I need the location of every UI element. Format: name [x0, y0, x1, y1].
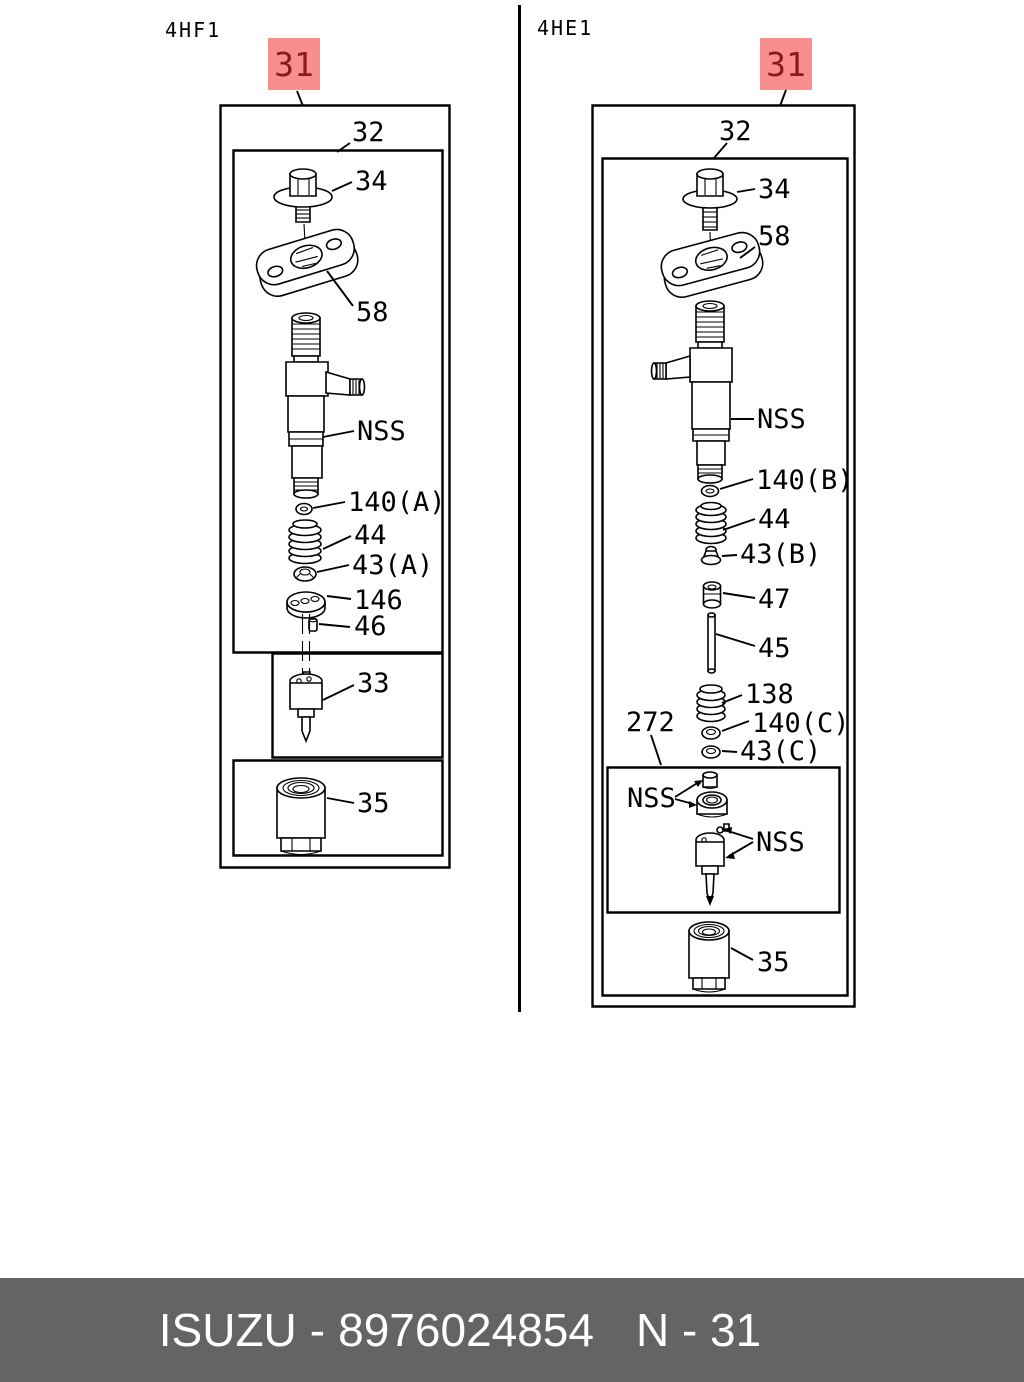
spring-44	[696, 503, 726, 544]
leader-nss	[323, 431, 354, 437]
spacer-47	[704, 582, 721, 608]
leader-140a	[313, 502, 345, 508]
injector-nss	[652, 301, 733, 483]
spring-44	[289, 520, 321, 564]
leader-kit-nss-right	[728, 831, 753, 839]
engine-label-4hf1: 4HF1	[165, 18, 222, 42]
leader-146	[327, 596, 351, 599]
callout-58: 58	[758, 221, 791, 252]
leader-35	[731, 948, 753, 960]
leader-35	[327, 798, 354, 803]
callout-146: 146	[354, 585, 403, 616]
cap-box-35	[234, 761, 443, 856]
callout-44: 44	[758, 504, 791, 535]
footer-page-code: N - 31	[635, 1304, 762, 1356]
callout-34: 34	[758, 174, 791, 205]
callout-33: 33	[357, 668, 390, 699]
pin-46	[309, 618, 317, 631]
seat-43c	[702, 746, 720, 758]
leader-45	[716, 634, 755, 646]
leader-34	[737, 189, 755, 192]
leader-34	[332, 182, 352, 191]
callout-47: 47	[758, 584, 791, 615]
footer-brand: ISUZU	[158, 1304, 297, 1356]
leader-272	[651, 735, 661, 765]
callout-34: 34	[355, 166, 388, 197]
callout-32: 32	[352, 117, 385, 148]
leader-46	[319, 624, 350, 627]
callout-58: 58	[356, 297, 389, 328]
leader-140b	[720, 479, 753, 489]
injector-nss	[286, 313, 365, 498]
shim-146	[287, 592, 325, 618]
washer-140b	[702, 486, 719, 497]
kit-nozzle	[696, 824, 729, 906]
seat-43a	[294, 567, 316, 581]
callout-46: 46	[354, 611, 387, 642]
kit-ring-nut	[697, 792, 727, 817]
leader-kit-nss-left	[675, 782, 699, 797]
cap-35	[277, 778, 325, 855]
leader-43a	[317, 565, 349, 572]
kit-plug	[703, 772, 717, 789]
washer-140c	[702, 727, 720, 739]
arrowhead	[689, 801, 697, 808]
kit-pin	[717, 827, 723, 833]
nozzle-33	[290, 672, 322, 741]
callout-45: 45	[758, 633, 791, 664]
part-highlight-badge-right[interactable]	[760, 38, 812, 90]
callout-nss: NSS	[757, 404, 806, 435]
leader-43c	[722, 751, 737, 752]
badge-leader-line	[297, 91, 303, 106]
callout-43c: 43(C)	[740, 736, 822, 767]
seat-43b	[702, 547, 721, 565]
footer-bar	[0, 1278, 1024, 1382]
leader-43b	[722, 555, 737, 556]
callout-140a: 140(A)	[348, 487, 446, 518]
spring-138	[697, 685, 725, 722]
callout-43b: 43(B)	[740, 539, 822, 570]
badge-number: 31	[766, 45, 806, 84]
callout-272: 272	[626, 707, 675, 738]
callout-nss: NSS	[357, 416, 406, 447]
callout-kit-nss-right: NSS	[756, 827, 805, 858]
bracket-58	[658, 229, 767, 301]
cap-35	[689, 922, 729, 992]
leader-44	[323, 536, 351, 549]
callout-140b: 140(B)	[756, 465, 854, 496]
leader-47	[723, 593, 755, 598]
badge-leader-line	[780, 90, 786, 106]
engine-label-4he1: 4HE1	[537, 16, 594, 40]
leader-33	[323, 685, 354, 700]
leader-44	[723, 519, 755, 530]
callout-35: 35	[357, 788, 390, 819]
badge-number: 31	[274, 45, 314, 84]
washer-140a	[296, 504, 312, 515]
callout-138: 138	[745, 679, 794, 710]
diagram-4he1	[537, 16, 855, 1007]
callout-44: 44	[354, 520, 387, 551]
callout-kit-nss-left: NSS	[627, 783, 676, 814]
part-highlight-badge-left[interactable]	[268, 38, 320, 90]
rod-45	[708, 613, 715, 673]
footer-separator: -	[309, 1304, 326, 1356]
leader-140c	[722, 721, 749, 731]
footer-part-number: 8976024854	[338, 1304, 594, 1356]
callout-140c: 140(C)	[752, 708, 850, 739]
callout-32: 32	[719, 116, 752, 147]
bracket-58	[252, 225, 362, 300]
callout-35: 35	[757, 947, 790, 978]
diagram-4hf1	[165, 18, 450, 868]
callout-43a: 43(A)	[352, 550, 434, 581]
